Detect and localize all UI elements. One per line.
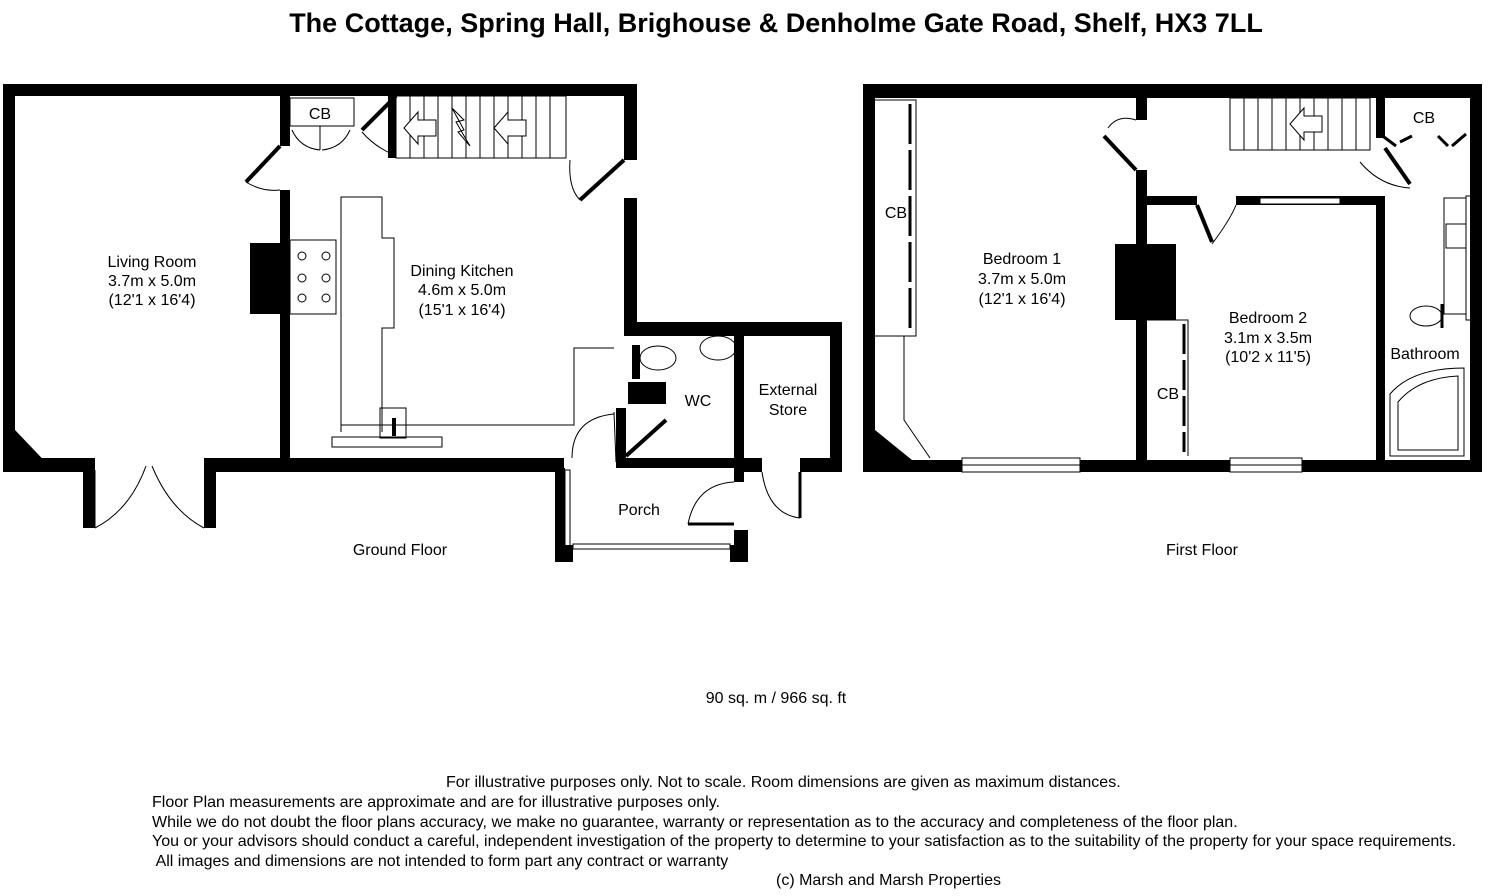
living-room-imperial: (12'1 x 16'4) bbox=[108, 292, 196, 309]
total-area: 90 sq. m / 966 sq. ft bbox=[705, 690, 847, 707]
disclaimer-line-1: For illustrative purposes only. Not to scale. Room dimensions are given as maximum distances. bbox=[446, 774, 1121, 791]
ground-cupboard-label: CB bbox=[308, 106, 332, 123]
wc-label: WC bbox=[684, 393, 712, 410]
external-store-line1: External bbox=[758, 382, 818, 399]
bathroom-cupboard-label: CB bbox=[1412, 110, 1436, 127]
bedroom2-metric: 3.1m x 3.5m bbox=[1223, 330, 1313, 347]
dining-kitchen-metric: 4.6m x 5.0m bbox=[417, 282, 507, 299]
disclaimer-line-3: While we do not doubt the floor plans accuracy, we make no guarantee, warranty or representation as to the accuracy and completeness of the floor plan. bbox=[152, 814, 1238, 831]
disclaimer-line-4: You or your advisors should conduct a careful, independent investigation of the property to determine to your satisfaction as to the suitability of the property for your space requirements. bbox=[152, 833, 1457, 850]
bathroom-label: Bathroom bbox=[1390, 346, 1460, 363]
bedroom1-imperial: (12'1 x 16'4) bbox=[978, 291, 1066, 308]
living-room-metric: 3.7m x 5.0m bbox=[107, 273, 197, 290]
bedroom2-imperial: (10'2 x 11'5) bbox=[1225, 349, 1311, 366]
dining-kitchen-name: Dining Kitchen bbox=[410, 263, 514, 280]
disclaimer-line-5: All images and dimensions are not intended to form part any contract or warranty bbox=[152, 853, 729, 870]
disclaimer-line-2: Floor Plan measurements are approximate and are for illustrative purposes only. bbox=[152, 794, 720, 811]
plan-title: The Cottage, Spring Hall, Brighouse & Denholme Gate Road, Shelf, HX3 7LL bbox=[289, 8, 1263, 38]
bedroom1-metric: 3.7m x 5.0m bbox=[977, 271, 1067, 288]
ground-floor-label: Ground Floor bbox=[352, 542, 448, 559]
bedroom1-name: Bedroom 1 bbox=[982, 251, 1062, 268]
ground-floor-walls bbox=[3, 84, 842, 562]
first-floor-label: First Floor bbox=[1166, 542, 1238, 559]
external-store-line2: Store bbox=[768, 402, 808, 419]
bedroom1-cupboard-label: CB bbox=[884, 205, 908, 222]
dining-kitchen-imperial: (15'1 x 16'4) bbox=[418, 302, 506, 319]
living-room-name: Living Room bbox=[107, 254, 197, 271]
porch-label: Porch bbox=[618, 502, 660, 519]
bedroom2-cupboard-label: CB bbox=[1156, 386, 1180, 403]
copyright-notice: (c) Marsh and Marsh Properties bbox=[776, 872, 1001, 889]
bedroom2-name: Bedroom 2 bbox=[1228, 310, 1308, 327]
